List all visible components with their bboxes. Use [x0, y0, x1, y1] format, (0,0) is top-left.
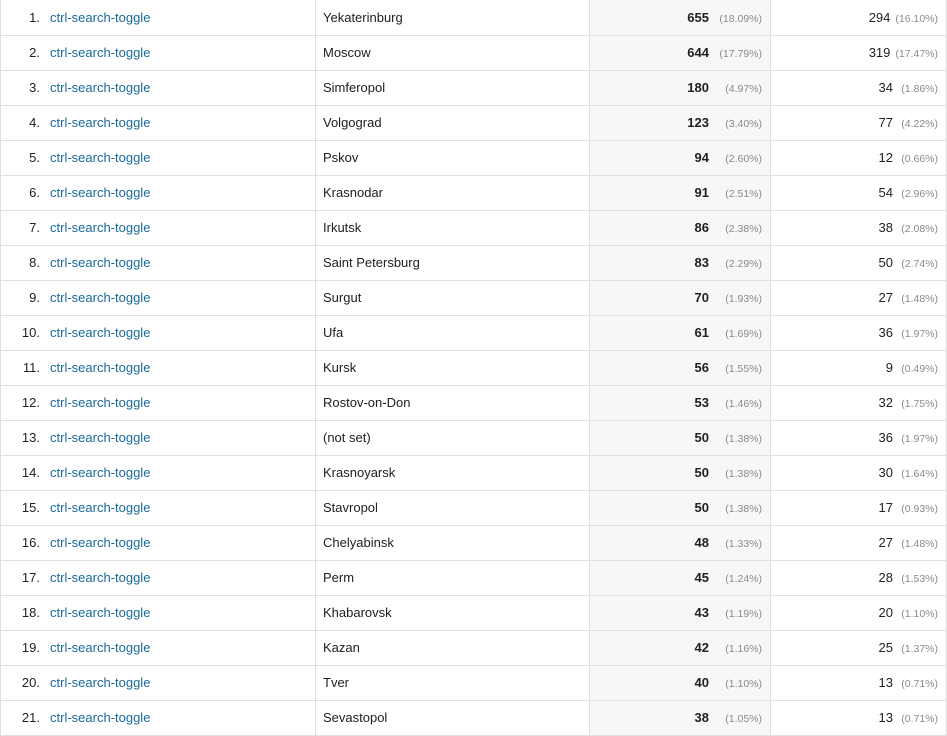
- metric1-value: 45: [694, 570, 709, 585]
- row-index: 11.: [1, 350, 45, 385]
- metric2-value: 30: [878, 465, 893, 480]
- city-cell: Chelyabinsk: [316, 525, 590, 560]
- row-index: 15.: [1, 490, 45, 525]
- metric2-cell: [771, 105, 947, 140]
- metric1-cell: [590, 350, 771, 385]
- metric2-value: 34: [878, 80, 893, 95]
- metric1-cell: [590, 455, 771, 490]
- metric2-percent: (1.97%): [901, 328, 938, 340]
- table-row: [1, 560, 947, 595]
- row-index: 18.: [1, 595, 45, 630]
- metric2-percent: (1.10%): [901, 608, 938, 620]
- metric1-percent: (1.33%): [725, 538, 762, 550]
- row-index: 19.: [1, 630, 45, 665]
- row-index: 6.: [1, 175, 45, 210]
- metric1-cell: [590, 140, 771, 175]
- dimension-cell: [44, 35, 316, 70]
- metric2-value: 12: [878, 150, 893, 165]
- city-cell: Yekaterinburg: [316, 0, 590, 35]
- metric2-percent: (1.86%): [901, 83, 938, 95]
- metric2-percent: (4.22%): [901, 118, 938, 130]
- table-row: [1, 525, 947, 560]
- metric2-value: 36: [878, 430, 893, 445]
- city-cell: Krasnoyarsk: [316, 455, 590, 490]
- metric1-cell: [590, 560, 771, 595]
- dimension-link[interactable]: ctrl-search-toggle: [50, 185, 151, 200]
- metric1-percent: (2.29%): [725, 258, 762, 270]
- metric1-cell: [590, 665, 771, 700]
- metric2-value: 13: [878, 675, 893, 690]
- metric1-percent: (1.46%): [725, 398, 762, 410]
- metric2-cell: [771, 315, 947, 350]
- metric2-cell: [771, 525, 947, 560]
- row-index: 3.: [1, 70, 45, 105]
- table-row: [1, 350, 947, 385]
- metric2-percent: (1.75%): [901, 398, 938, 410]
- city-cell: Perm: [316, 560, 590, 595]
- metric1-value: 70: [694, 290, 709, 305]
- metric1-value: 83: [694, 255, 709, 270]
- metric1-cell: [590, 315, 771, 350]
- metric2-value: 27: [878, 290, 893, 305]
- metric1-value: 43: [694, 605, 709, 620]
- metric1-cell: [590, 385, 771, 420]
- metric1-cell: [590, 420, 771, 455]
- table-row: [1, 385, 947, 420]
- metric2-cell: [771, 630, 947, 665]
- dimension-link[interactable]: ctrl-search-toggle: [50, 150, 151, 165]
- table-row: [1, 490, 947, 525]
- metric1-cell: [590, 70, 771, 105]
- metric2-cell: [771, 245, 947, 280]
- metric2-value: 294: [868, 9, 891, 25]
- dimension-cell: [44, 350, 316, 385]
- metric1-percent: (1.55%): [725, 363, 762, 375]
- table-row: [1, 700, 947, 735]
- table-row: [1, 210, 947, 245]
- metric2-value: 38: [878, 220, 893, 235]
- metric1-value: 180: [687, 80, 709, 95]
- metric1-cell: [590, 175, 771, 210]
- row-index: 21.: [1, 700, 45, 735]
- metric1-value: 56: [694, 360, 709, 375]
- dimension-link[interactable]: ctrl-search-toggle: [50, 395, 151, 410]
- table-row: [1, 0, 947, 35]
- metric1-value: 48: [694, 535, 709, 550]
- metric1-cell: [590, 595, 771, 630]
- metric2-percent: (0.93%): [901, 503, 938, 515]
- row-index: 14.: [1, 455, 45, 490]
- dimension-cell: [44, 490, 316, 525]
- dimension-link[interactable]: ctrl-search-toggle: [50, 45, 151, 60]
- dimension-link[interactable]: ctrl-search-toggle: [50, 220, 151, 235]
- row-index: 17.: [1, 560, 45, 595]
- metric2-percent: (1.37%): [901, 643, 938, 655]
- metric1-percent: (3.40%): [725, 118, 762, 130]
- metric1-cell: [590, 280, 771, 315]
- metric2-value: 32: [878, 395, 893, 410]
- metric1-percent: (2.38%): [725, 223, 762, 235]
- metric2-cell: [771, 35, 947, 70]
- metric2-percent: (1.97%): [901, 433, 938, 445]
- row-index: 8.: [1, 245, 45, 280]
- metric1-percent: (1.38%): [725, 503, 762, 515]
- dimension-link[interactable]: ctrl-search-toggle: [50, 80, 151, 95]
- metric2-percent: (2.96%): [901, 188, 938, 200]
- dimension-cell: [44, 420, 316, 455]
- metric2-value: 25: [878, 640, 893, 655]
- dimension-cell: [44, 700, 316, 735]
- metric2-percent: (1.48%): [901, 293, 938, 305]
- metric2-cell: [771, 280, 947, 315]
- metric1-value: 94: [694, 150, 709, 165]
- dimension-link[interactable]: ctrl-search-toggle: [50, 675, 151, 690]
- metric2-value: 319: [868, 45, 891, 60]
- table-body: [1, 0, 947, 735]
- metric1-percent: (1.69%): [725, 328, 762, 340]
- table-row: [1, 105, 947, 140]
- metric1-value: 61: [694, 325, 709, 340]
- row-index: 20.: [1, 665, 45, 700]
- city-cell: Krasnodar: [316, 175, 590, 210]
- metric1-value: 53: [694, 395, 709, 410]
- metric1-percent: (1.38%): [725, 433, 762, 445]
- metric2-cell: [771, 595, 947, 630]
- city-cell: Saint Petersburg: [316, 245, 590, 280]
- dimension-link[interactable]: ctrl-search-toggle: [50, 605, 151, 620]
- metric1-percent: (2.51%): [725, 188, 762, 200]
- dimension-cell: [44, 70, 316, 105]
- table-row: [1, 315, 947, 350]
- metric2-cell: [771, 455, 947, 490]
- row-index: 13.: [1, 420, 45, 455]
- city-cell: Khabarovsk: [316, 595, 590, 630]
- metric1-percent: (18.09%): [719, 12, 762, 25]
- row-index: 9.: [1, 280, 45, 315]
- dimension-cell: [44, 210, 316, 245]
- metric2-cell: [771, 420, 947, 455]
- metric1-value: 50: [694, 465, 709, 480]
- dimension-link[interactable]: ctrl-search-toggle: [50, 465, 151, 480]
- city-cell: Pskov: [316, 140, 590, 175]
- metric2-cell: [771, 700, 947, 735]
- city-cell: (not set): [316, 420, 590, 455]
- dimension-link[interactable]: ctrl-search-toggle: [50, 535, 151, 550]
- table-row: [1, 140, 947, 175]
- metric1-value: 50: [694, 430, 709, 445]
- row-index: 2.: [1, 35, 45, 70]
- metric2-value: 50: [878, 255, 893, 270]
- row-index: 7.: [1, 210, 45, 245]
- dimension-cell: [44, 665, 316, 700]
- metric2-cell: [771, 140, 947, 175]
- metric1-cell: [590, 210, 771, 245]
- row-index: 5.: [1, 140, 45, 175]
- city-cell: Stavropol: [316, 490, 590, 525]
- city-cell: Tver: [316, 665, 590, 700]
- metric1-percent: (1.24%): [725, 573, 762, 585]
- city-cell: Kursk: [316, 350, 590, 385]
- metric2-percent: (0.71%): [901, 713, 938, 725]
- metric1-percent: (1.16%): [725, 643, 762, 655]
- metric1-cell: [590, 245, 771, 280]
- dimension-cell: [44, 175, 316, 210]
- dimension-link[interactable]: ctrl-search-toggle: [50, 325, 151, 340]
- metric1-value: 42: [694, 640, 709, 655]
- metric1-percent: (1.19%): [725, 608, 762, 620]
- dimension-link[interactable]: ctrl-search-toggle: [50, 500, 151, 515]
- metric2-cell: [771, 175, 947, 210]
- dimension-cell: [44, 385, 316, 420]
- dimension-cell: [44, 630, 316, 665]
- metric2-percent: (0.49%): [901, 363, 938, 375]
- dimension-cell: [44, 315, 316, 350]
- metric1-percent: (1.05%): [725, 713, 762, 725]
- metric2-percent: (1.48%): [901, 538, 938, 550]
- city-cell: Ufa: [316, 315, 590, 350]
- dimension-cell: [44, 140, 316, 175]
- dimension-link[interactable]: ctrl-search-toggle: [50, 570, 151, 585]
- metric2-value: 27: [878, 535, 893, 550]
- metric1-percent: (4.97%): [725, 83, 762, 95]
- dimension-cell: [44, 525, 316, 560]
- metric1-value: 38: [694, 710, 709, 725]
- table-row: [1, 280, 947, 315]
- dimension-link[interactable]: ctrl-search-toggle: [50, 360, 151, 375]
- row-index: 12.: [1, 385, 45, 420]
- metric2-value: 54: [878, 185, 893, 200]
- metric2-percent: (0.66%): [901, 153, 938, 165]
- metric2-percent: (1.53%): [901, 573, 938, 585]
- dimension-link[interactable]: ctrl-search-toggle: [50, 710, 151, 725]
- metric1-cell: [590, 490, 771, 525]
- table-row: [1, 595, 947, 630]
- metric1-cell: [590, 105, 771, 140]
- metric2-cell: [771, 350, 947, 385]
- dimension-link[interactable]: ctrl-search-toggle: [50, 430, 151, 445]
- metric1-percent: (1.38%): [725, 468, 762, 480]
- metric1-cell: [590, 525, 771, 560]
- metric2-percent: (17.47%): [895, 48, 938, 60]
- city-cell: Simferopol: [316, 70, 590, 105]
- dimension-cell: [44, 560, 316, 595]
- dimension-cell: [44, 455, 316, 490]
- metric1-value: 91: [694, 185, 709, 200]
- table-row: [1, 70, 947, 105]
- metric2-cell: [771, 385, 947, 420]
- dimension-cell: [44, 245, 316, 280]
- city-cell: Moscow: [316, 35, 590, 70]
- metric2-cell: [771, 0, 947, 35]
- city-cell: Sevastopol: [316, 700, 590, 735]
- table-row: [1, 630, 947, 665]
- metric2-value: 20: [878, 605, 893, 620]
- city-cell: Surgut: [316, 280, 590, 315]
- city-cell: Irkutsk: [316, 210, 590, 245]
- dimension-cell: [44, 280, 316, 315]
- metric2-value: 17: [878, 500, 893, 515]
- table-row: [1, 420, 947, 455]
- metric2-cell: [771, 665, 947, 700]
- dimension-cell: [44, 595, 316, 630]
- metric1-percent: (17.79%): [719, 48, 762, 60]
- metric2-percent: (16.10%): [895, 12, 938, 25]
- table-row: [1, 175, 947, 210]
- metric1-percent: (1.10%): [725, 678, 762, 690]
- table-row: [1, 245, 947, 280]
- metric1-cell: [590, 0, 771, 35]
- metric1-value: 40: [694, 675, 709, 690]
- metric2-cell: [771, 70, 947, 105]
- dimension-link[interactable]: ctrl-search-toggle: [50, 115, 151, 130]
- row-index: 1.: [1, 0, 45, 35]
- dimension-link[interactable]: ctrl-search-toggle: [50, 640, 151, 655]
- metric2-percent: (2.08%): [901, 223, 938, 235]
- metric2-value: 9: [885, 360, 893, 375]
- metric1-cell: [590, 700, 771, 735]
- metric1-value: 644: [687, 45, 709, 60]
- row-index: 10.: [1, 315, 45, 350]
- city-cell: Rostov-on-Don: [316, 385, 590, 420]
- metric2-value: 36: [878, 325, 893, 340]
- metric2-value: 28: [878, 570, 893, 585]
- dimension-cell: [44, 105, 316, 140]
- metric2-cell: [771, 490, 947, 525]
- metric2-value: 13: [878, 710, 893, 725]
- table-row: [1, 35, 947, 70]
- metric1-value: 50: [694, 500, 709, 515]
- row-index: 16.: [1, 525, 45, 560]
- dimension-link[interactable]: ctrl-search-toggle: [50, 255, 151, 270]
- metric1-value: 86: [694, 220, 709, 235]
- metric1-cell: [590, 35, 771, 70]
- metric2-cell: [771, 560, 947, 595]
- metric1-percent: (2.60%): [725, 153, 762, 165]
- metric1-value: 655: [687, 9, 709, 25]
- table-row: [1, 455, 947, 490]
- metric2-percent: (0.71%): [901, 678, 938, 690]
- metric2-percent: (2.74%): [901, 258, 938, 270]
- metric1-percent: (1.93%): [725, 293, 762, 305]
- metric2-percent: (1.64%): [901, 468, 938, 480]
- metric2-cell: [771, 210, 947, 245]
- city-cell: Kazan: [316, 630, 590, 665]
- table-row: [1, 665, 947, 700]
- dimension-cell: [44, 0, 316, 35]
- city-cell: Volgograd: [316, 105, 590, 140]
- dimension-link[interactable]: ctrl-search-toggle: [50, 9, 151, 25]
- dimension-link[interactable]: ctrl-search-toggle: [50, 290, 151, 305]
- metric1-cell: [590, 630, 771, 665]
- metric1-value: 123: [687, 115, 709, 130]
- row-index: 4.: [1, 105, 45, 140]
- metric2-value: 77: [878, 115, 893, 130]
